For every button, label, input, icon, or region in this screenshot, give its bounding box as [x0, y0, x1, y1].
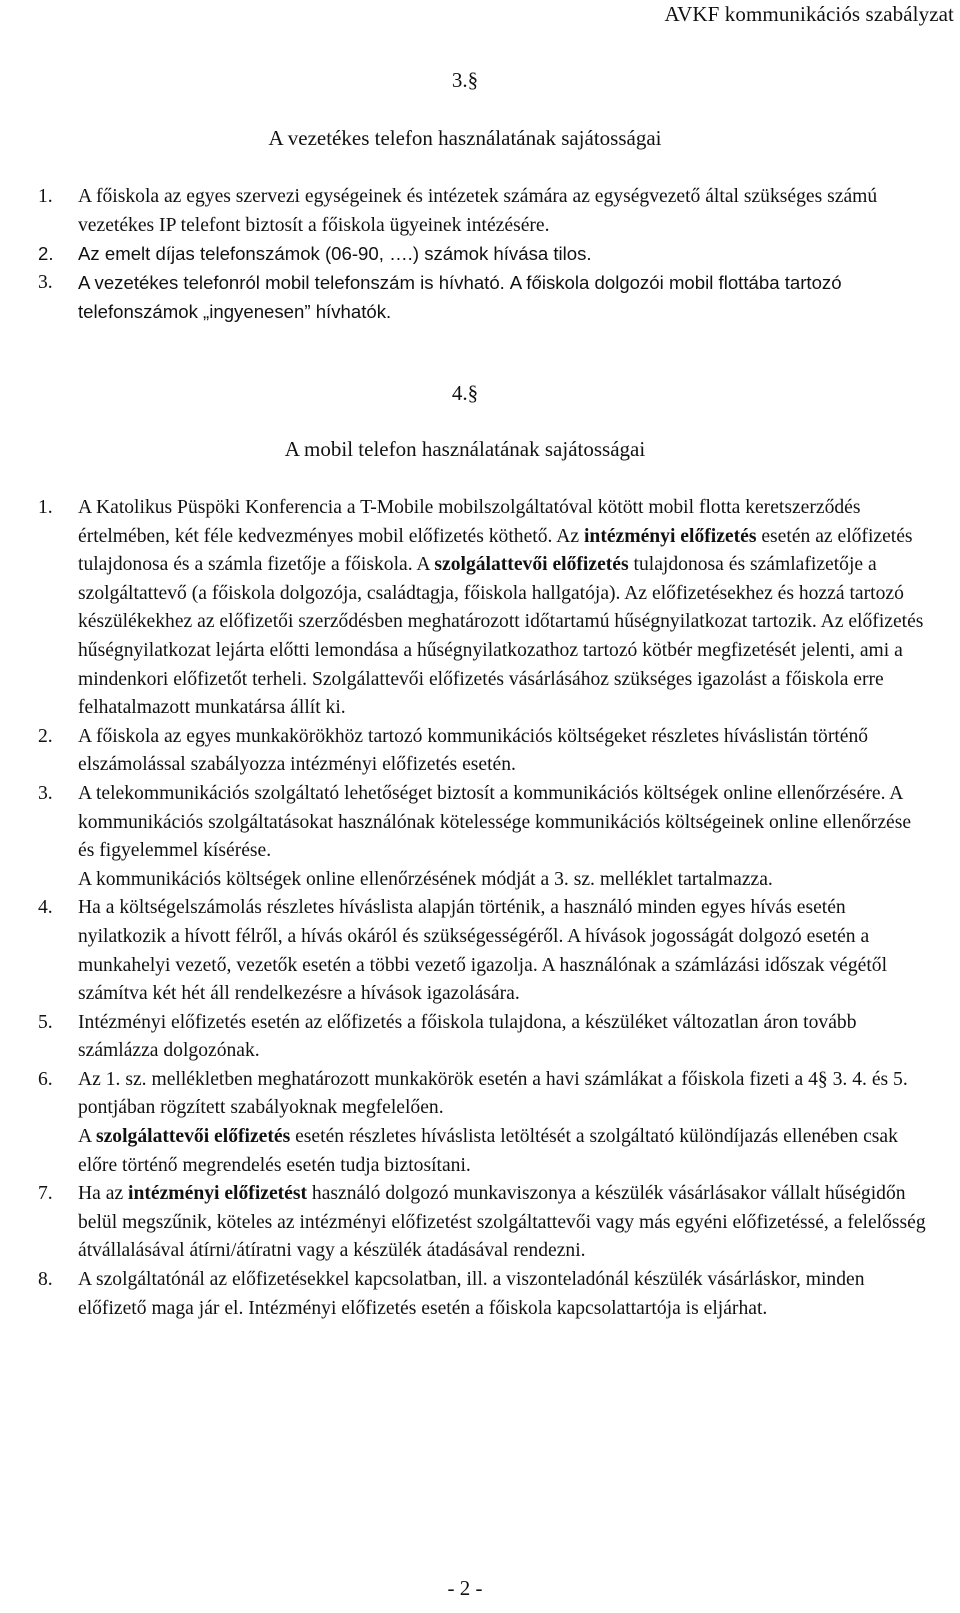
list-item — [38, 183, 930, 240]
list-number: 8. — [38, 1269, 53, 1291]
list-item — [38, 723, 930, 780]
list-item — [38, 1009, 930, 1066]
list-text: A vezetékes telefonról mobil telefonszám is hívható. — [78, 271, 505, 293]
list-text: Ha a költségelszámolás részletes híváslista alapján történik, a használó minden egyes hívás esetén nyilatkozik a hívott félről, a hívás okáról és szükségességéről. A hívások jogosságát dolgozó esetén a munkahelyi vezető, vezetők esetén a többi vezető igazolja. A használónak a számlázási időszak végétől számítva két hét áll rendelkezésre a hívások igazolására. — [78, 897, 888, 1005]
list-text: A telekommunikációs szolgáltató lehetőséget biztosít a kommunikációs költségek online ellenőrzésére. A kommunikációs szolgáltatásokat használónak kötelessége kommunikációs költségeinek online ellenőrzése és figyelemmel kísérése. — [78, 782, 912, 862]
list-text: A főiskola az egyes szervezi egységeinek és intézetek számára az egységvezető által szükséges számú vezetékes IP telefont biztosít a főiskola ügyeinek intézésére. — [78, 186, 878, 236]
list-text: A főiskola az egyes munkakörökhöz tartozó kommunikációs költségeket részletes híváslistán történő elszámolással szabályozza intézményi előfizetés esetén. — [78, 725, 869, 776]
list-text: esetén részletes híváslista letöltését a szolgáltató különdíjazás ellenében csak előre történő megrendelés esetén tudja biztosítani. — [78, 1126, 898, 1176]
section-4-list — [38, 494, 930, 1323]
list-text: Intézményi előfizetés esetén az előfizetés a főiskola tulajdona, a készüléket változatlan áron tovább számlázza dolgozónak. — [78, 1011, 857, 1062]
list-text: tulajdonosa és számlafizetője a szolgáltattevő (a főiskola dolgozója, családtagja, főiskola hallgatója). Az előfizetésekhez és hozzá tartozó készülékekhez az előfizetői szerződésben meghatározott időtartamú hűségnyilatkozat tartozik. Az előfizetés hűségnyilatkozat lejárta előtti lemondása a hűségnyilatkozathoz tartozó kötbér megfizetését jelenti, ami a mindenkori előfizetőt terheli. Szolgálattevői előfizetés vásárlásához szükséges igazolást a főiskola erre felhatalmazott munkatársa állít ki. — [78, 554, 924, 719]
bold-term: szolgálattevői előfizetés — [95, 1126, 291, 1148]
list-text: A főiskola dolgozói mobil flottába tartozó telefonszámok „ingyenesen” hívhatók. — [78, 271, 842, 323]
section-3-title: A vezetékes telefon használatának sajátosságai — [268, 126, 662, 150]
list-item — [38, 780, 930, 894]
list-text: esetén az előfizetés tulajdonosa és a számla fizetője a főiskola. A — [78, 525, 913, 576]
list-item — [38, 269, 930, 328]
list-number: 5. — [38, 1011, 53, 1033]
section-3-list — [38, 183, 930, 328]
list-number: 3. — [38, 271, 53, 293]
list-number: 2. — [38, 725, 53, 747]
list-item — [38, 894, 930, 1008]
list-number: 4. — [38, 897, 53, 919]
list-text: A szolgáltatónál az előfizetésekkel kapcsolatban, ill. a viszonteladónál készülék vásárláskor, minden előfizető maga jár el. Intézményi előfizetés esetén a főiskola kapcsolattartója is eljárhat. — [78, 1269, 865, 1319]
list-item — [38, 1180, 930, 1266]
list-item — [38, 240, 930, 269]
section-3-number: 3.§ — [451, 68, 479, 92]
bold-term: intézményi előfizetést — [128, 1183, 308, 1205]
list-text: Az 1. sz. mellékletben meghatározott munkakörök esetén a havi számlákat a főiskola fizeti a 4§ 3. 4. és 5. pontjában rögzített szabályoknak megfelelően. — [78, 1068, 908, 1119]
list-text: használó dolgozó munkaviszonya a készülék vásárlásakor vállalt hűségidőn belül megszűnik, köteles az intézményi előfizetést szolgáltattevői vagy más egyéni előfizetéssé, a felelősség átvállalásával átírni/átíratni vagy a készülék átadásával rendezni. — [78, 1183, 926, 1262]
list-text: A kommunikációs költségek online ellenőrzésének módját a 3. sz. melléklet tartalmazza. — [78, 868, 773, 890]
list-number: 1. — [38, 186, 53, 207]
page-number: - 2 - — [447, 1576, 483, 1600]
list-number: 2. — [38, 243, 54, 265]
list-text: A — [78, 1126, 96, 1148]
list-item — [38, 494, 930, 723]
section-4-title: A mobil telefon használatának sajátosságai — [284, 437, 646, 461]
document-header: AVKF kommunikációs szabályzat — [664, 2, 954, 26]
list-text: Ha az — [78, 1183, 129, 1205]
list-item — [38, 1266, 930, 1323]
list-number: 3. — [38, 782, 53, 804]
bold-term: intézményi előfizetés — [583, 525, 757, 547]
section-4-number: 4.§ — [451, 381, 479, 405]
list-text: Az emelt díjas telefonszámok (06-90, ….) számok hívása tilos. — [78, 243, 592, 265]
list-item — [38, 1066, 930, 1180]
list-number: 1. — [38, 497, 53, 518]
bold-term: szolgálattevői előfizetés — [434, 554, 629, 576]
list-number: 6. — [38, 1068, 53, 1090]
list-text: A Katolikus Püspöki Konferencia a T-Mobile mobilszolgáltatóval kötött mobil flotta keretszerződés értelmében, két féle kedvezményes mobil előfizetés köthető. Az — [78, 497, 861, 547]
list-number: 7. — [38, 1183, 53, 1205]
